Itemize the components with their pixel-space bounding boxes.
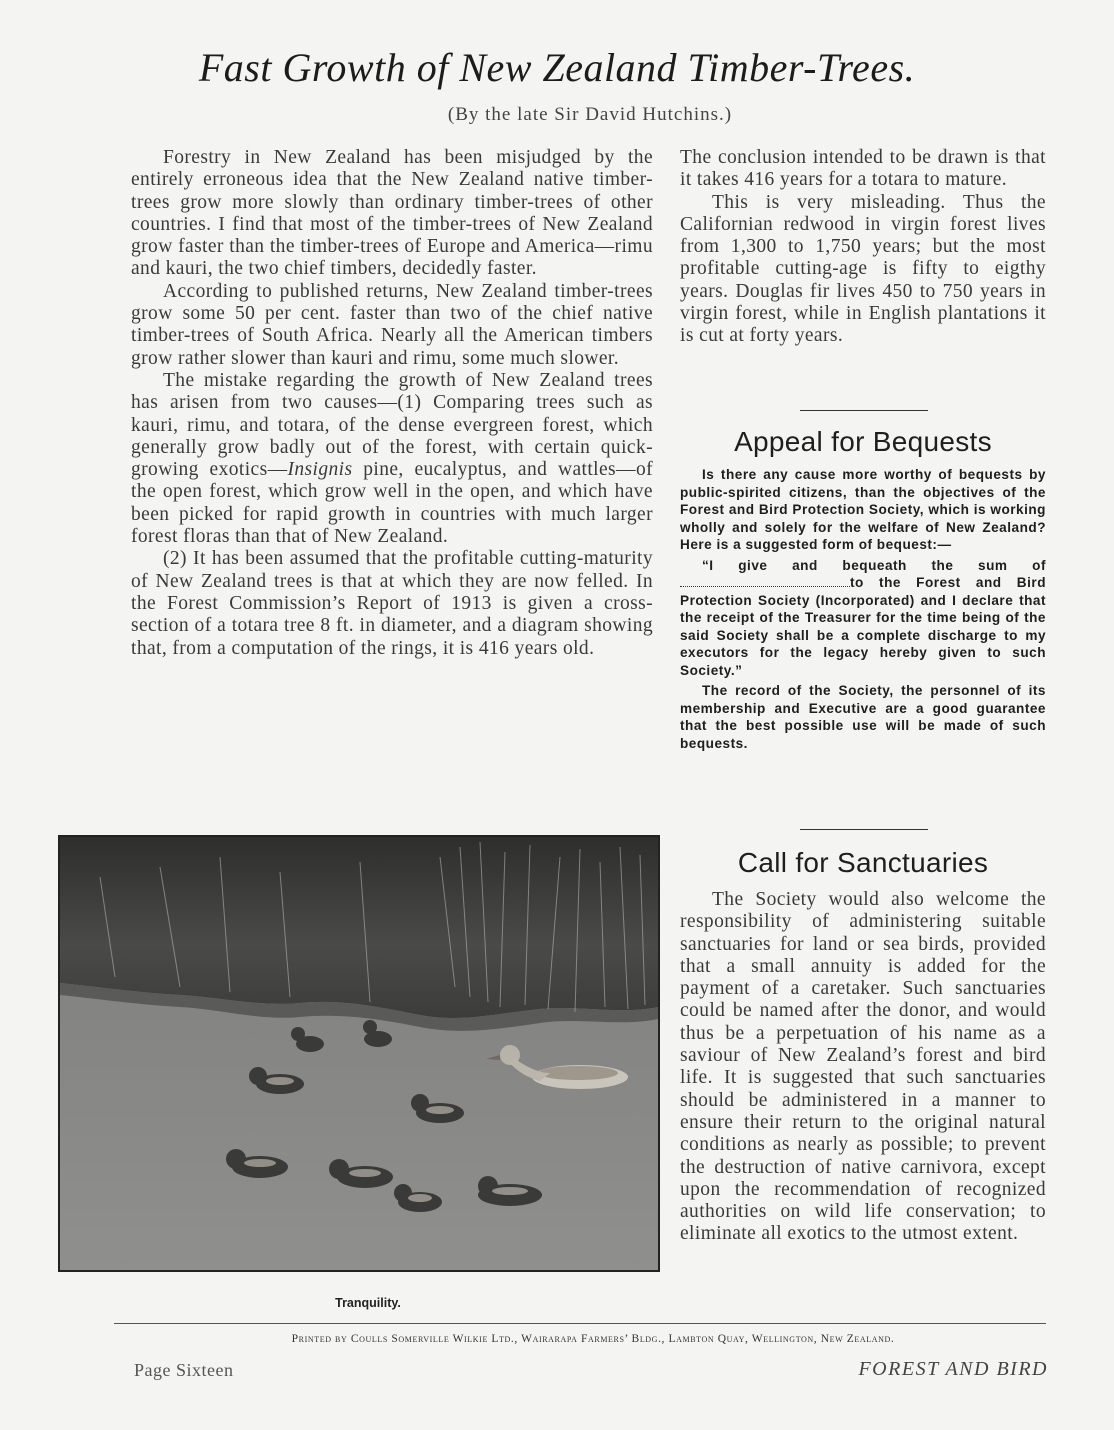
sanctuaries-heading: Call for Sanctuaries: [737, 847, 989, 878]
section-divider: [800, 829, 928, 830]
sanctuaries-column: [680, 889, 1046, 1246]
bequests-closing: The record of the Society, the personnel of its membership and Executive are a good guarantee that the best possible use will be made of such bequests.: [680, 683, 1046, 751]
bequests-body: [680, 466, 1046, 755]
magazine-name: FOREST AND BIRD: [858, 1358, 1048, 1380]
page-number: Page Sixteen: [134, 1360, 234, 1380]
ducks-photo: [58, 835, 660, 1272]
article-paragraph: This is very misleading. Thus the Californian redwood in virgin forest lives from 1,300 to 1,750 years; but the most profitable cutting-age is fifty to eigthy years. Douglas fir lives 450 to 750 years in virgin forest, while in English plantations it is cut at forty years.: [680, 191, 1046, 347]
article-paragraph: Forestry in New Zealand has been misjudged by the entirely erroneous idea that the New Zealand native timber-trees grow more slowly than ordinary timber-trees of other countries. I find that most of the timber-trees of New Zealand grow faster than the timber-trees of Europe and America—rimu and kauri, the two chief timbers, decidedly faster.: [131, 147, 653, 280]
photo-caption: Tranquility.: [335, 1296, 401, 1310]
article-left-column: [131, 147, 653, 660]
bequests-heading: Appeal for Bequests: [734, 426, 992, 457]
article-right-column: [680, 147, 1046, 348]
bequest-form-start: “I give and bequeath the sum of: [702, 557, 1046, 573]
article-byline: (By the late Sir David Hutchins.): [447, 104, 733, 125]
article-paragraph: The conclusion intended to be drawn is that it takes 416 years for a totara to mature.: [680, 147, 1046, 191]
ducks-photo-image: [60, 837, 658, 1270]
bequest-form-rest: to the Forest and Bird Protection Society (Incorporated) and I declare that the receipt of the Treasurer for the time being of the said Society shall be a complete discharge to my executors for the legacy hereby given to such Society.”: [680, 575, 1046, 678]
footer-divider: [114, 1323, 1046, 1324]
bequest-form: [680, 557, 1046, 680]
italic-term: Insignis: [287, 459, 353, 481]
section-divider: [800, 410, 928, 411]
article-paragraph: (2) It has been assumed that the profitable cutting-maturity of New Zealand trees is that at which they are now felled. In the Forest Commission’s Report of 1913 is given a cross-section of a totara tree 8 ft. in diameter, and a diagram showing that, from a computation of the rings, it is 416 years old.: [131, 548, 653, 659]
paragraph-text: The mistake regarding the growth of New Zealand trees has arisen from two causes—(1) Comparing trees such as kauri, rimu, and totara, of the dense evergreen forest, which generally grow badly out of the forest, with certain quick-growing exotics—: [131, 369, 653, 481]
article-title: Fast Growth of New Zealand Timber-Trees.: [198, 45, 916, 90]
bequests-intro: Is there any cause more worthy of bequests by public-spirited citizens, than the objectives of the Forest and Bird Protection Society, which is working wholly and solely for the welfare of New Zealand? Here is a suggested form of bequest:—: [680, 467, 1046, 552]
paragraph-text: pine, eucalyptus, and wattles—of the open forest, which grow well in the open, and which have been picked for rapid growth in countries with much larger forest floras than that of New Zealand.: [131, 459, 653, 548]
article-paragraph: According to published returns, New Zealand timber-trees grow some 50 per cent. faster than two of the chief native timber-trees of South Africa. Nearly all the American timbers grow rather slower than kauri and rimu, some much slower.: [131, 280, 653, 369]
printer-credit: Printed by Coulls Somerville Wilkie Ltd., Wairarapa Farmers’ Bldg., Lambton Quay, Wellington, New Zealand.: [291, 1333, 895, 1345]
blank-amount-line: [680, 586, 850, 587]
article-paragraph: [131, 370, 653, 548]
sanctuaries-body: The Society would also welcome the responsibility of administering suitable sanctuaries for land or sea birds, provided that a small annuity is added for the payment of a caretaker. Such sanctuaries could be named after the donor, and would thus be a perpetuation of his name as a saviour of New Zealand’s forest and bird life. It is suggested that such sanctuaries should be administered in a manner to ensure their return to the original natural conditions as nearly as possible; to prevent the destruction of native carnivora, except upon the recommendation of recognized authorities on wild life conservation; to eliminate all exotics to the utmost extent.: [680, 889, 1046, 1245]
